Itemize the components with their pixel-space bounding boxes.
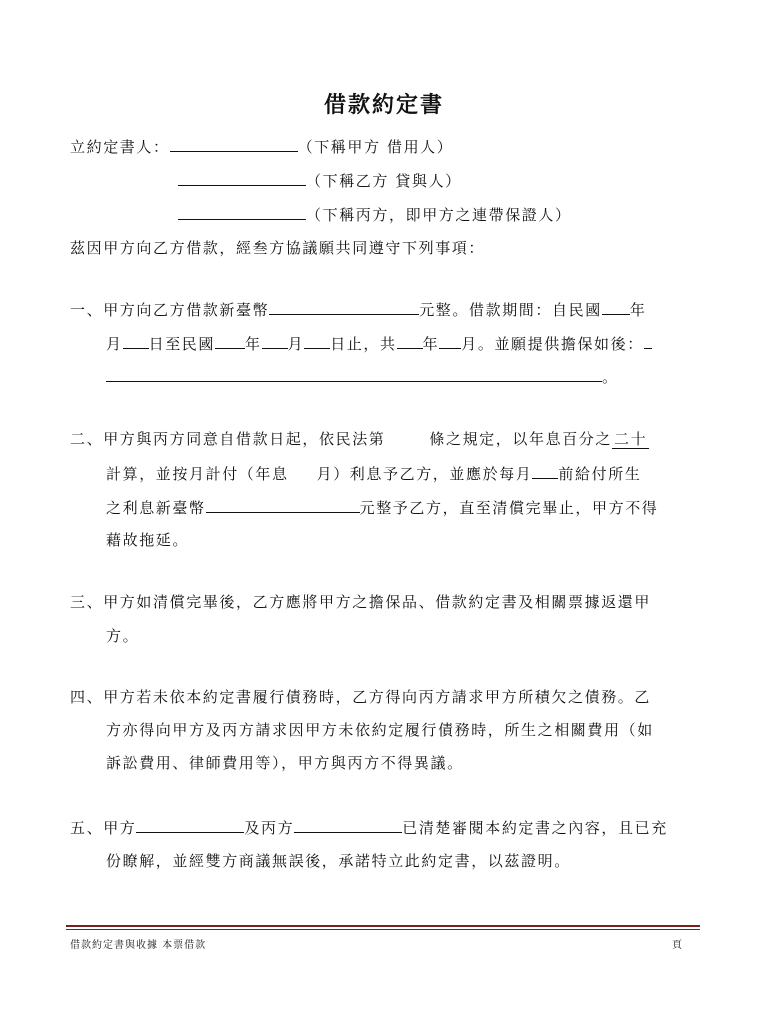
clause3-line2: 方。 [106, 627, 140, 645]
payment-day-blank [532, 461, 558, 479]
clause1-text: 年 [422, 335, 440, 353]
clause5-text: 及丙方 [244, 819, 295, 837]
clause2-text: 月）利息予乙方，並應於每月 [316, 465, 533, 483]
total-months-blank [439, 331, 461, 349]
start-year-blank [602, 297, 630, 315]
interest-rate-value: 二十 [614, 430, 648, 448]
clause2-text: 前給付所生 [558, 465, 642, 483]
end-year-blank [215, 331, 245, 349]
clause4-line2: 方亦得向甲方及丙方請求因甲方未依約定履行債務時，所生之相關費用（如 [106, 721, 654, 739]
party-a-name-blank [136, 815, 244, 833]
party-a-blank [170, 134, 298, 152]
interest-amount-blank [206, 495, 360, 513]
clause1-text: 月 [106, 335, 123, 353]
clause2-line1 [70, 427, 649, 451]
document-title: 借款約定書 [323, 92, 444, 118]
party-b-desc: （下稱乙方 貸與人） [306, 172, 462, 190]
end-month-blank [262, 331, 288, 349]
clause1-line2 [106, 331, 652, 356]
total-years-blank [397, 331, 423, 349]
clause2-text: 條之規定，以年息百分之 [429, 430, 613, 448]
clause5-line2: 份瞭解，並經雙方商議無誤後，承諾特立此約定書，以茲證明。 [106, 852, 571, 870]
footer-rule-thin [66, 929, 700, 930]
clause4-line1: 四、甲方若未依本約定書履行債務時，乙方得向丙方請求甲方所積欠之債務。乙 [70, 688, 652, 706]
start-month-blank [123, 331, 149, 349]
clause5-line1 [70, 815, 668, 840]
party-b-blank [178, 168, 306, 186]
party-a-line [70, 134, 453, 159]
party-c-name-blank [294, 815, 402, 833]
party-c-line [178, 202, 572, 227]
clause1-text: 。 [602, 368, 619, 386]
party-a-desc: （下稱甲方 借用人） [297, 138, 454, 156]
party-c-blank [178, 202, 306, 220]
clause1-text: 年 [245, 335, 262, 353]
parties-label: 立約定書人： [70, 138, 170, 156]
clause5-text: 已清楚審閱本約定書之內容，且已充 [402, 819, 668, 837]
party-c-desc: （下稱丙方，即甲方之連帶保證人） [306, 206, 572, 224]
footer-left-text: 借款約定書與收據 本票借款 [70, 940, 207, 951]
clause5-text: 五、甲方 [70, 819, 137, 837]
clause2-line4: 藉故拖延。 [106, 531, 190, 549]
clause2-line2 [106, 461, 641, 486]
collateral-blank-start [644, 331, 652, 349]
footer-page-label: 頁 [672, 940, 683, 951]
clause2-line3 [106, 495, 658, 520]
clause1-text: 日至民國 [148, 335, 216, 353]
party-b-line [178, 168, 462, 193]
clause1-text: 年 [629, 301, 647, 319]
clause2-text: 元整予乙方，直至清償完畢止，甲方不得 [359, 499, 659, 517]
clause1-text: 一、甲方向乙方借款新臺幣 [70, 301, 270, 319]
clause1-line3 [106, 364, 619, 389]
clause2-text: 計算，並按月計付（年息 [106, 465, 289, 483]
clause4-line3: 訴訟費用、律師費用等），甲方與丙方不得異議。 [106, 754, 464, 772]
footer-rule-thick [66, 925, 700, 927]
clause1-text: 元整。借款期間：自民國 [419, 301, 602, 319]
clause2-text: 之利息新臺幣 [106, 499, 206, 517]
loan-amount-blank [269, 297, 419, 315]
clause1-text: 月 [287, 335, 305, 353]
clause2-text: 二、甲方與丙方同意自借款日起，依民法第 [70, 430, 386, 448]
clause1-text: 月。並願提供擔保如後： [461, 335, 644, 353]
clause3-line1: 三、甲方如清償完畢後，乙方應將甲方之擔保品、借款約定書及相關票據返還甲 [70, 593, 652, 611]
intro-text: 茲因甲方向乙方借款，經叁方協議願共同遵守下列事項： [70, 239, 486, 257]
collateral-blank [106, 364, 602, 382]
clause1-line1 [70, 297, 646, 322]
end-day-blank [304, 331, 330, 349]
clause1-text: 日止，共 [330, 335, 397, 353]
